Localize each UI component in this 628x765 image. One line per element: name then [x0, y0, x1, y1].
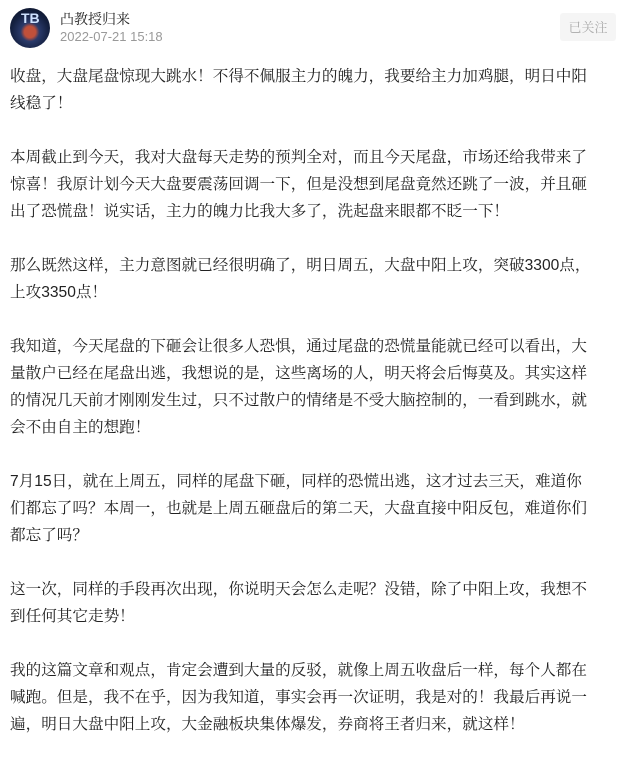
text-line: 们都忘了吗？本周一，也就是上周五砸盘后的第二天，大盘直接中阳反包，难道你们 — [10, 500, 587, 517]
text-line: 遍，明日大盘中阳上攻，大金融板块集体爆发，券商将王者归来，就这样！ — [10, 716, 525, 733]
text-line: 我知道，今天尾盘的下砸会让很多人恐惧，通过尾盘的恐慌量能就已经可以看出，大 — [10, 338, 587, 355]
text-line: 量散户已经在尾盘出逃，我想说的是，这些离场的人，明天将会后悔莫及。其实这样 — [10, 365, 587, 382]
paragraph — [10, 576, 622, 630]
paragraph — [10, 468, 622, 549]
text-line: 都忘了吗？ — [10, 527, 88, 544]
text-line: 上攻3350点！ — [10, 284, 108, 301]
author-name[interactable]: 凸教授归来 — [60, 11, 130, 27]
text-line: 线稳了！ — [10, 95, 73, 112]
text-line: 喊跑。但是，我不在乎，因为我知道，事实会再一次证明，我是对的！我最后再说一 — [10, 689, 587, 706]
text-line: 出了恐慌盘！说实话，主力的魄力比我大多了，洗起盘来眼都不眨一下！ — [10, 203, 510, 220]
paragraph — [10, 333, 622, 441]
text-line: 本周截止到今天，我对大盘每天走势的预判全对，而且今天尾盘，市场还给我带来了 — [10, 149, 587, 166]
paragraph — [10, 252, 622, 306]
post-timestamp: 2022-07-21 15:18 — [60, 29, 163, 44]
paragraph — [10, 63, 622, 117]
paragraph — [10, 144, 622, 225]
text-line: 的情况几天前才刚刚发生过，只不过散户的情绪是不受大脑控制的，一看到跳水，就 — [10, 392, 587, 409]
text-line: 那么既然这样，主力意图就已经很明确了，明日周五，大盘中阳上攻，突破3300点， — [10, 257, 591, 274]
text-line: 惊喜！我原计划今天大盘要震荡回调一下，但是没想到尾盘竟然还跳了一波，并且砸 — [10, 176, 587, 193]
avatar[interactable] — [10, 8, 50, 48]
text-line: 收盘，大盘尾盘惊现大跳水！不得不佩服主力的魄力，我要给主力加鸡腿，明日中阳 — [10, 68, 587, 85]
post-body — [10, 63, 622, 765]
text-line: 这一次，同样的手段再次出现，你说明天会怎么走呢？没错，除了中阳上攻，我想不 — [10, 581, 587, 598]
text-line: 7月15日，就在上周五，同样的尾盘下砸，同样的恐慌出逃，这才过去三天，难道你 — [10, 473, 582, 490]
text-line: 我的这篇文章和观点，肯定会遭到大量的反驳，就像上周五收盘后一样，每个人都在 — [10, 662, 587, 679]
follow-button[interactable]: 已关注 — [560, 13, 616, 41]
text-line: 到任何其它走势！ — [10, 608, 135, 625]
text-line: 会不由自主的想跑！ — [10, 419, 151, 436]
paragraph — [10, 657, 622, 738]
avatar-logo: TB — [21, 10, 40, 26]
